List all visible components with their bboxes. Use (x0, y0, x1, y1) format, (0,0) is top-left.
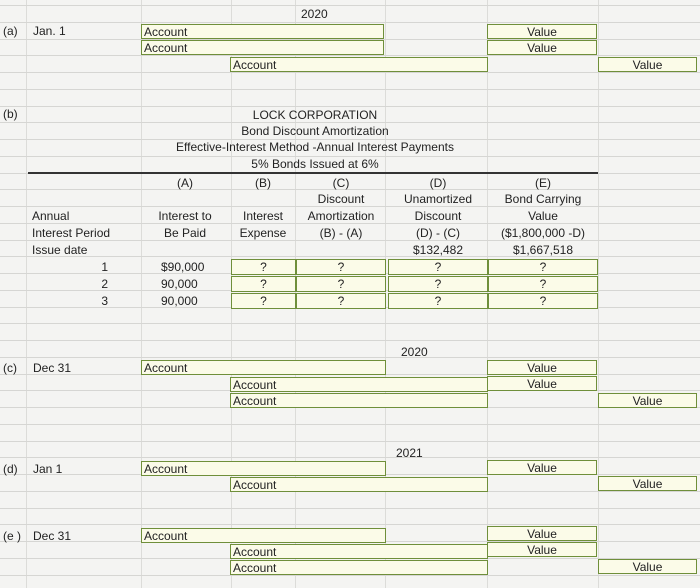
grid-row-line (0, 89, 700, 90)
year-2020-header: 2020 (401, 345, 428, 359)
value-input[interactable]: Value (598, 57, 697, 72)
part-b-label: (b) (3, 107, 18, 121)
discount-amortization-input[interactable]: ? (296, 276, 386, 292)
grid-row-line (0, 424, 700, 425)
grid-row-line (0, 55, 700, 56)
value-input[interactable]: Value (487, 460, 597, 475)
interest-to-be-paid: 90,000 (161, 277, 198, 291)
account-input[interactable]: Account (230, 57, 488, 72)
account-input[interactable]: Account (141, 40, 384, 55)
header-rule (28, 172, 598, 174)
grid-row-line (0, 441, 700, 442)
interest-expense-input[interactable]: ? (231, 259, 296, 275)
grid-row-line (0, 357, 700, 358)
part-a-date: Jan. 1 (33, 24, 66, 38)
grid-row-line (0, 323, 700, 324)
col-e-header: Value (528, 209, 558, 223)
account-input[interactable]: Account (230, 393, 488, 408)
period-number: 2 (101, 277, 108, 291)
part-e-label: (e ) (3, 529, 21, 543)
schedule-method: Effective-Interest Method -Annual Interest Payments (176, 140, 454, 154)
grid-row-line (0, 575, 700, 576)
account-input[interactable]: Account (141, 360, 386, 375)
account-input[interactable]: Account (230, 477, 488, 492)
col-letter-c: (C) (332, 176, 350, 190)
col-c-header: (B) - (A) (319, 226, 363, 240)
interest-expense-input[interactable]: ? (231, 276, 296, 292)
col-a-header: Be Paid (163, 226, 207, 240)
discount-amortization-input[interactable]: ? (296, 293, 386, 309)
account-input[interactable]: Account (230, 544, 488, 559)
carrying-value-input[interactable]: ? (488, 259, 598, 275)
discount-amortization-input[interactable]: ? (296, 259, 386, 275)
unamortized-discount-input[interactable]: ? (388, 276, 488, 292)
period-number: 3 (101, 294, 108, 308)
col-period-header: Interest Period (32, 226, 111, 240)
year-2021-header: 2021 (396, 446, 423, 460)
value-input[interactable]: Value (598, 393, 697, 408)
value-input[interactable]: Value (487, 542, 597, 557)
col-e-header: Bond Carrying (504, 192, 582, 206)
col-letter-d: (D) (429, 176, 447, 190)
unamortized-discount-input[interactable]: ? (388, 293, 488, 309)
col-c-header: Discount (317, 192, 365, 206)
part-d-date: Jan 1 (33, 462, 63, 476)
grid-row-line (0, 457, 700, 458)
account-input[interactable]: Account (141, 24, 384, 39)
col-e-header: ($1,800,000 -D) (500, 226, 586, 240)
schedule-note: 5% Bonds Issued at 6% (251, 157, 379, 171)
value-input[interactable]: Value (598, 476, 697, 491)
col-d-header: Unamortized (403, 192, 473, 206)
interest-expense-input[interactable]: ? (231, 293, 296, 309)
part-c-date: Dec 31 (33, 361, 72, 375)
year-2020-header: 2020 (301, 7, 328, 21)
value-input[interactable]: Value (487, 376, 597, 391)
issue-unamortized-discount: $132,482 (412, 243, 464, 257)
account-input[interactable]: Account (141, 528, 386, 543)
issue-carrying-value: $1,667,518 (512, 243, 574, 257)
value-input[interactable]: Value (487, 24, 597, 39)
col-d-header: Discount (414, 209, 462, 223)
part-c-label: (c) (3, 361, 17, 375)
col-c-header: Amortization (307, 209, 375, 223)
carrying-value-input[interactable]: ? (488, 276, 598, 292)
period-number: 1 (101, 260, 108, 274)
account-input[interactable]: Account (230, 377, 488, 392)
schedule-subtitle: Bond Discount Amortization (241, 124, 389, 138)
value-input[interactable]: Value (487, 526, 597, 541)
col-a-header: Interest to (158, 209, 212, 223)
value-input[interactable]: Value (598, 559, 697, 574)
part-e-date: Dec 31 (33, 529, 72, 543)
account-input[interactable]: Account (141, 461, 386, 476)
interest-to-be-paid: $90,000 (161, 260, 205, 274)
col-letter-a: (A) (177, 176, 193, 190)
col-letter-e: (E) (535, 176, 551, 190)
grid-row-line (0, 22, 700, 23)
part-d-label: (d) (3, 462, 18, 476)
col-b-header: Expense (239, 226, 287, 240)
grid-row-line (0, 5, 700, 6)
interest-to-be-paid: 90,000 (161, 294, 198, 308)
col-b-header: Interest (242, 209, 284, 223)
value-input[interactable]: Value (487, 40, 597, 55)
part-a-label: (a) (3, 24, 18, 38)
issue-date-label: Issue date (32, 243, 88, 257)
grid-row-line (0, 508, 700, 509)
col-d-header: (D) - (C) (416, 226, 460, 240)
grid-row-line (0, 340, 700, 341)
col-letter-b: (B) (255, 176, 271, 190)
grid-row-line (0, 524, 700, 525)
account-input[interactable]: Account (230, 560, 488, 575)
carrying-value-input[interactable]: ? (488, 293, 598, 309)
value-input[interactable]: Value (487, 360, 597, 375)
grid-row-line (0, 106, 700, 107)
schedule-title: LOCK CORPORATION (252, 108, 378, 122)
grid-row-line (0, 72, 700, 73)
unamortized-discount-input[interactable]: ? (388, 259, 488, 275)
col-period-header: Annual (32, 209, 70, 223)
